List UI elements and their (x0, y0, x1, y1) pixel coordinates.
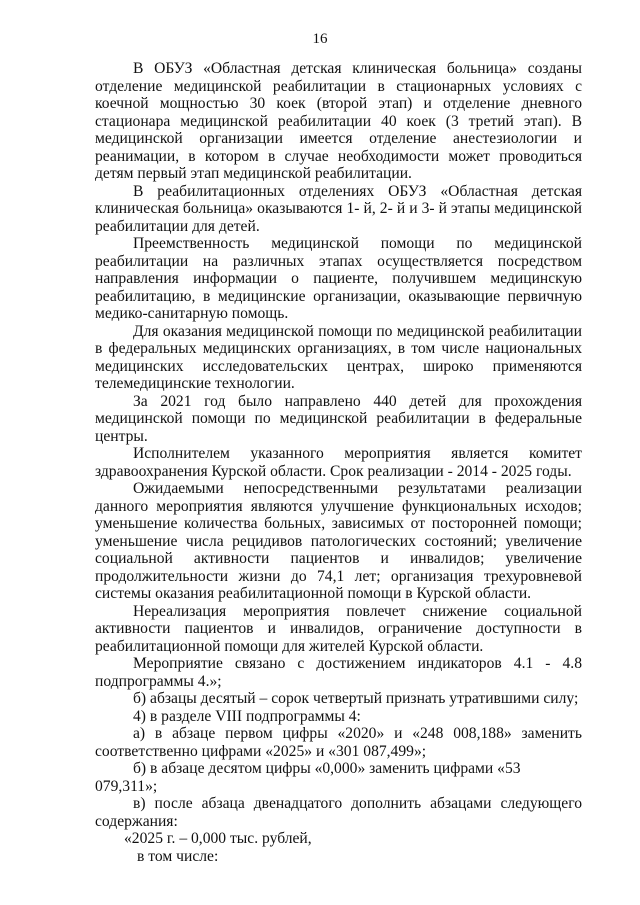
paragraph-amendment-b-tenth: б) в абзаце десятом цифры «0,000» заменить цифрами «53 079,311»; (95, 760, 521, 795)
paragraph-quote-2025: «2025 г. – 0,000 тыс. рублей, (124, 830, 312, 847)
paragraph-non-implementation: Нереализация мероприятия повлечет снижение социальной активности пациентов и инвалидов, ограничение доступности в реабилитационной помощи для жителей Курской области. (95, 602, 582, 655)
paragraph-indicators: Мероприятие связано с достижением индикаторов 4.1 - 4.8 подпрограммы 4.»; (95, 655, 582, 690)
paragraph-including: в том числе: (137, 847, 219, 865)
paragraph-amendment-c-add: в) после абзаца двенадцатого дополнить абзацами следующего содержания: (95, 795, 582, 830)
paragraph-hospital-departments: В ОБУЗ «Областная детская клиническая больница» созданы отделение медицинской реабилитации в стационарных условиях с коечной мощностью 30 коек (второй этап) и отделение дневного стационара медицинской реабилитации 40 коек (3 третий этап). В медицинской организации имеется отделение анестезиологии и реанимации, в котором в случае необходимости может проводиться детям первый этап медицинской реабилитации. (95, 60, 582, 182)
paragraph-federal-telemedicine: Для оказания медицинской помощи по медицинской реабилитации в федеральных медицинских организациях, в том числе национальных медицинских исследовательских центрах, широко применяются телемедицинские технологии. (95, 322, 582, 392)
document-body (95, 60, 582, 865)
paragraph-expected-results: Ожидаемыми непосредственными результатами реализации данного мероприятия являются улучшение функциональных исходов; уменьшение количества больных, зависимых от посторонней помощи; уменьшение числа рецидивов патологических состояний; увеличение социальной активности пациентов и инвалидов; увеличение продолжительности жизни до 74,1 лет; организация трехуровневой системы оказания реабилитационной помощи в Курской области. (95, 480, 582, 602)
page-number: 16 (312, 31, 328, 47)
paragraph-children-sent-2021: За 2021 год было направлено 440 детей для прохождения медицинской помощи по медицинской реабилитации в федеральные центры. (95, 392, 582, 445)
paragraph-section-viii: 4) в разделе VIII подпрограммы 4: (133, 707, 361, 725)
paragraph-amendment-a-first: а) в абзаце первом цифры «2020» и «248 008,188» заменить соответственно цифрами «2025» и «301 087,499»; (95, 725, 582, 760)
paragraph-executor: Исполнителем указанного мероприятия является комитет здравоохранения Курской области. Срок реализации - 2014 - 2025 годы. (95, 445, 582, 480)
paragraph-amendment-b: б) абзацы десятый – сорок четвертый признать утратившими силу; (133, 690, 579, 707)
paragraph-continuity: Преемственность медицинской помощи по медицинской реабилитации на различных этапах осуществляется посредством направления информации о пациенте, получившем медицинскую реабилитацию, в медицинские организации, оказывающие первичную медико-санитарную помощь. (95, 235, 582, 322)
paragraph-rehab-stages: В реабилитационных отделениях ОБУЗ «Областная детская клиническая больница» оказываются 1- й, 2- й и 3- й этапы медицинской реабилитации для детей. (95, 182, 582, 235)
